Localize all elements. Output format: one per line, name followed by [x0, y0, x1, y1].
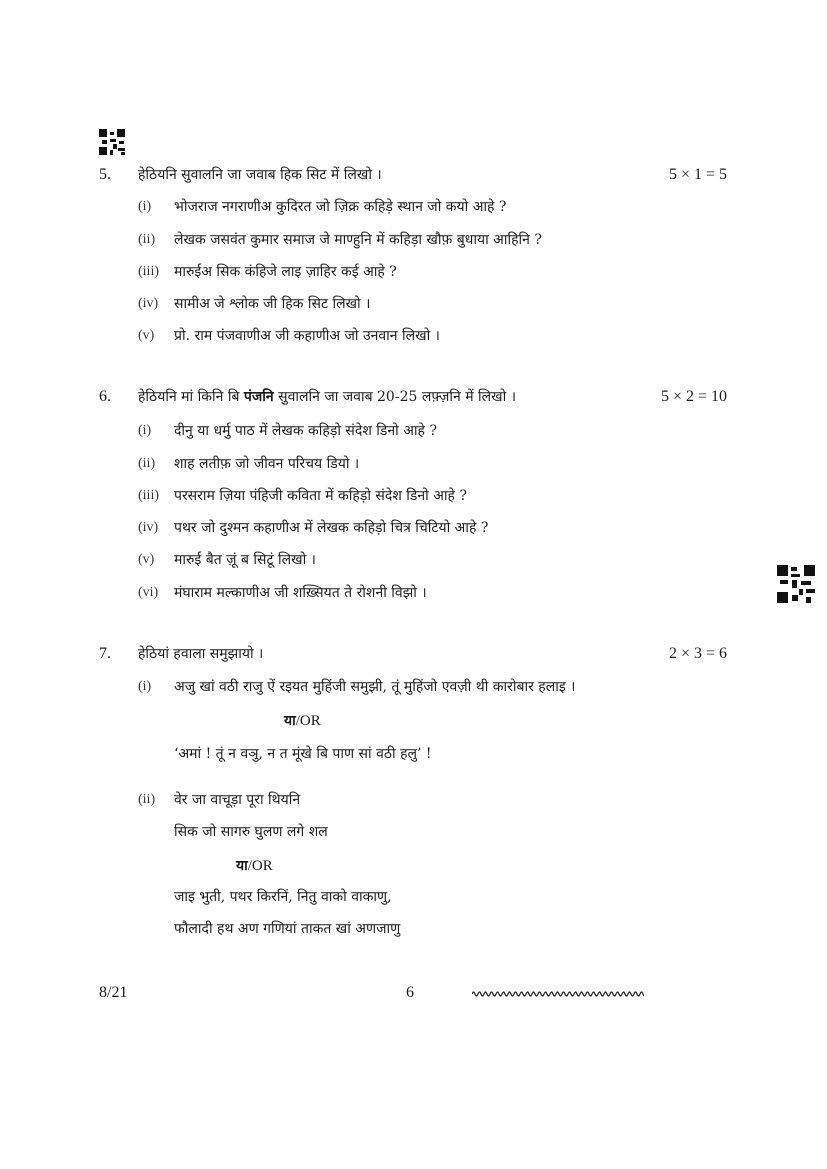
- question-7-marks: 2 × 3 = 6: [668, 645, 727, 662]
- q5-item-4-text: सामीअ जे श्लोक जी हिक सिट लिखो ।: [174, 296, 371, 312]
- q6-item-6-text: मंघाराम मल्काणीअ जी शख़्सियत ते रोशनी विझो ।: [174, 585, 427, 601]
- wavy-line: [472, 988, 644, 1000]
- q7-part-ii-or-hindi: या: [236, 858, 248, 874]
- q6-item-1-roman: (i): [138, 423, 152, 438]
- q7-part-ii-line-2: सिक जो सागरु घुलण लगे शल: [174, 824, 328, 840]
- question-6-instruction-post: सुवालनि जा जवाब 20-25 लफ़्ज़नि में लिखो ।: [273, 389, 517, 405]
- question-5-number: 5.: [99, 166, 111, 183]
- q7-part-i-or: [284, 711, 321, 730]
- q6-item-5-roman: (v): [138, 552, 155, 567]
- q5-item-3-roman: (iii): [138, 264, 159, 279]
- page-number: 6: [406, 984, 414, 1001]
- q6-item-5-text: मारुई बैत ज़ूं ब सिटूं लिखो ।: [174, 552, 316, 568]
- q7-part-ii-line-4: फौलादी हथ अण गणियां ताकत खां अणजाणु: [174, 921, 401, 937]
- question-6-instruction: [138, 388, 516, 406]
- q7-part-ii-or-en: /OR: [247, 858, 273, 874]
- q5-item-1-text: भोजराज नगराणीअ कुदिरत जो ज़िक्र कहिड़े स्थान जो कयो आहे ?: [174, 199, 507, 215]
- q6-item-2-roman: (ii): [138, 456, 156, 471]
- q5-item-5-text: प्रो. राम पंजवाणीअ जी कहाणीअ जो उनवान लिखो ।: [174, 328, 440, 344]
- question-7-number: 7.: [99, 645, 111, 662]
- q6-item-3-text: परसराम ज़िया पंहिजी कविता में कहिड़ो संदेश डिनो आहे ?: [174, 488, 467, 504]
- q6-item-6-roman: (vi): [138, 585, 159, 600]
- qr-code-top: [99, 129, 125, 155]
- q7-part-i-line-1: अजु खां वठी राजु ऐं रइयत मुहिंजी समुझी, तूं मुहिंजो एवज़ी थी कारोबार हलाइ ।: [174, 679, 576, 695]
- q7-part-i-roman: (i): [138, 679, 152, 694]
- q6-item-1-text: दीनु या धर्मु पाठ में लेखक कहिड़ो संदेश डिनो आहे ?: [174, 423, 437, 439]
- q7-part-i-or-hindi: या: [284, 713, 296, 729]
- q5-item-4-roman: (iv): [138, 296, 159, 311]
- q6-item-2-text: शाह लतीफ़ जो जीवन परिचय डियो ।: [174, 456, 360, 472]
- question-5-marks: 5 × 1 = 5: [668, 166, 727, 183]
- question-7-instruction: हेठियां हवाला समुझायो ।: [138, 646, 264, 662]
- question-5-instruction: हेठियनि सुवालनि जा जवाब हिक सिट में लिखो ।: [138, 167, 382, 183]
- q6-item-4-roman: (iv): [138, 520, 159, 535]
- q5-item-3-text: मारुईअ सिक कंहिजे लाइ ज़ाहिर कई आहे ?: [174, 264, 397, 280]
- question-6-instruction-bold: पंजनि: [243, 389, 274, 405]
- q5-item-2-text: लेखक जसवंत कुमार समाज जे माण्हुनि में कहिड़ा खौफ़ बुधाया आहिनि ?: [174, 232, 542, 248]
- q5-item-2-roman: (ii): [138, 232, 156, 247]
- paper-code: 8/21: [99, 984, 128, 1001]
- q5-item-5-roman: (v): [138, 328, 155, 343]
- question-6-instruction-pre: हेठियनि मां किनि बि: [138, 389, 244, 405]
- question-6-marks: 5 × 2 = 10: [660, 388, 727, 405]
- q7-part-ii-or: [236, 856, 273, 875]
- q6-item-3-roman: (iii): [138, 488, 159, 503]
- question-6-number: 6.: [99, 388, 111, 405]
- q7-part-ii-roman: (ii): [138, 792, 156, 807]
- q7-part-ii-line-1: वेर जा वाचूड़ा पूरा थियनि: [174, 792, 301, 808]
- q7-part-ii-line-3: जाइ भुती, पथर किरनिं, नितु वाको वाकाणु,: [174, 889, 392, 905]
- qr-code-side: [777, 565, 815, 603]
- q7-part-i-line-2: ‘अमां ! तूं न वञु, न त मूंखे बि पाण सां वठी हलु’ !: [174, 746, 432, 762]
- q7-part-i-or-en: /OR: [295, 713, 321, 729]
- q6-item-4-text: पथर जो दुश्मन कहाणीअ में लेखक कहिड़ो चित्र चिटियो आहे ?: [174, 520, 489, 536]
- q5-item-1-roman: (i): [138, 199, 152, 214]
